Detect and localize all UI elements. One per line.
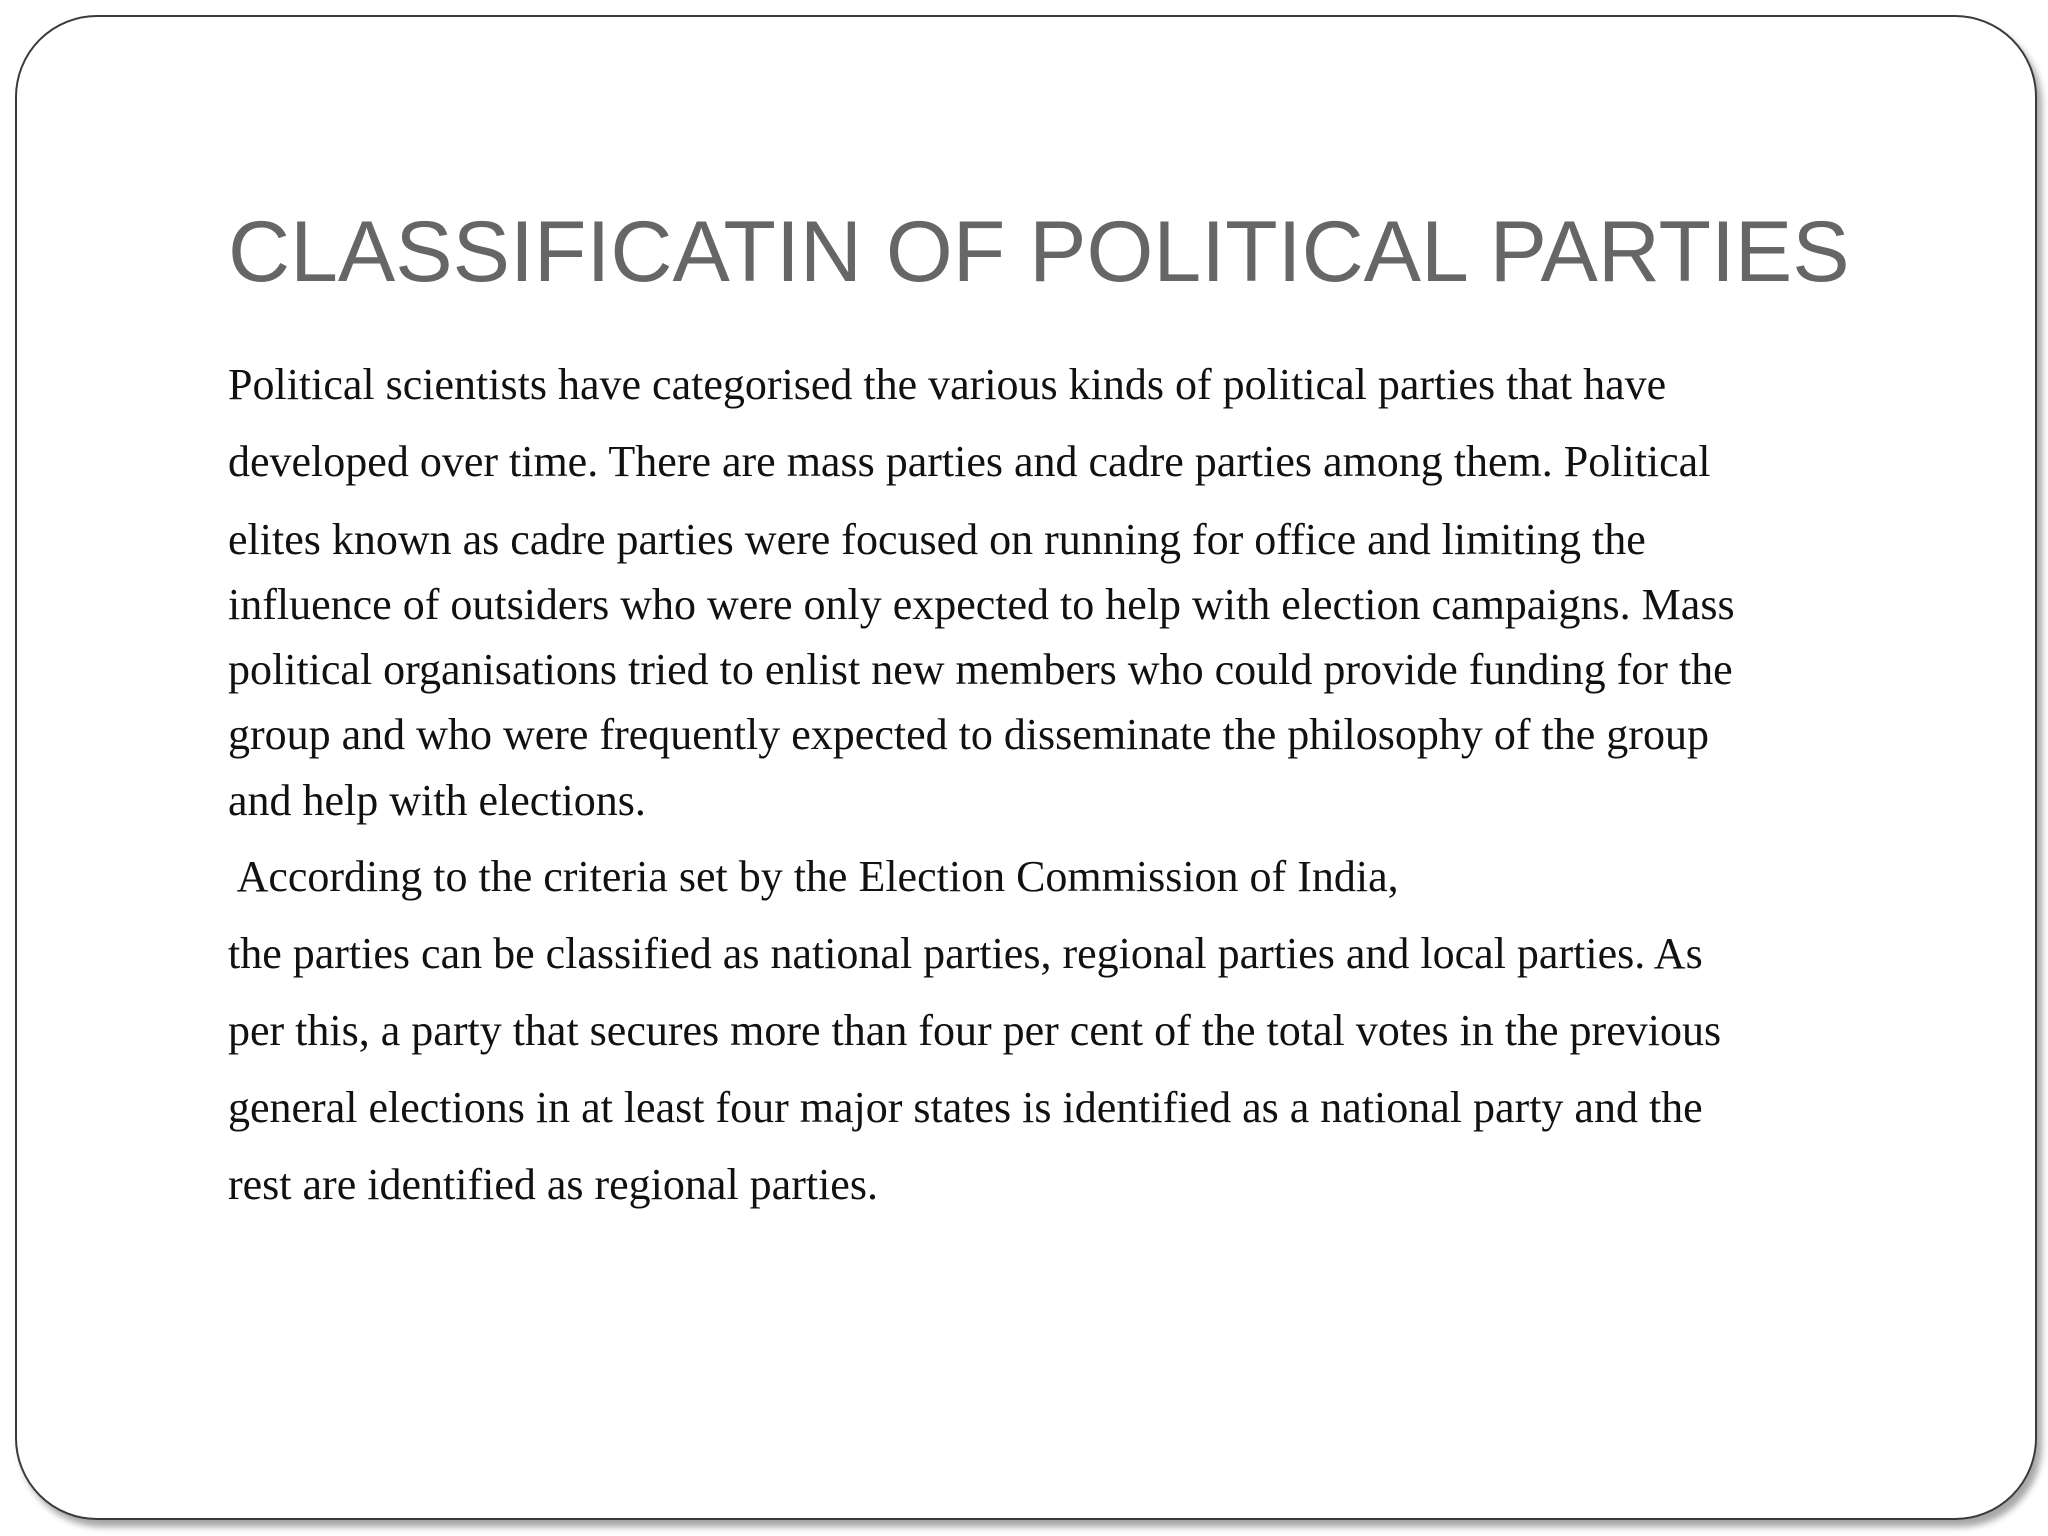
body-line: rest are identified as regional parties. bbox=[228, 1160, 878, 1209]
body-line: Political scientists have categorised the various kinds of political parties that have bbox=[228, 360, 1667, 409]
slide-title: CLASSIFICATIN OF POLITICAL PARTIES bbox=[228, 204, 1850, 300]
body-line: per this, a party that secures more than four per cent of the total votes in the previous bbox=[228, 1006, 1722, 1055]
body-line: According to the criteria set by the Election Commission of India, bbox=[228, 852, 1399, 901]
body-line: the parties can be classified as national parties, regional parties and local parties. As bbox=[228, 929, 1703, 978]
body-line: elites known as cadre parties were focused on running for office and limiting the bbox=[228, 515, 1646, 564]
slide-frame bbox=[15, 15, 2037, 1520]
body-line: political organisations tried to enlist new members who could provide funding for the bbox=[228, 645, 1733, 694]
body-line: and help with elections. bbox=[228, 776, 646, 825]
body-line: developed over time. There are mass parties and cadre parties among them. Political bbox=[228, 437, 1711, 486]
body-line: general elections in at least four major states is identified as a national party and the bbox=[228, 1083, 1703, 1132]
body-line: group and who were frequently expected to disseminate the philosophy of the group bbox=[228, 710, 1709, 759]
body-line: influence of outsiders who were only expected to help with election campaigns. Mass bbox=[228, 580, 1735, 629]
